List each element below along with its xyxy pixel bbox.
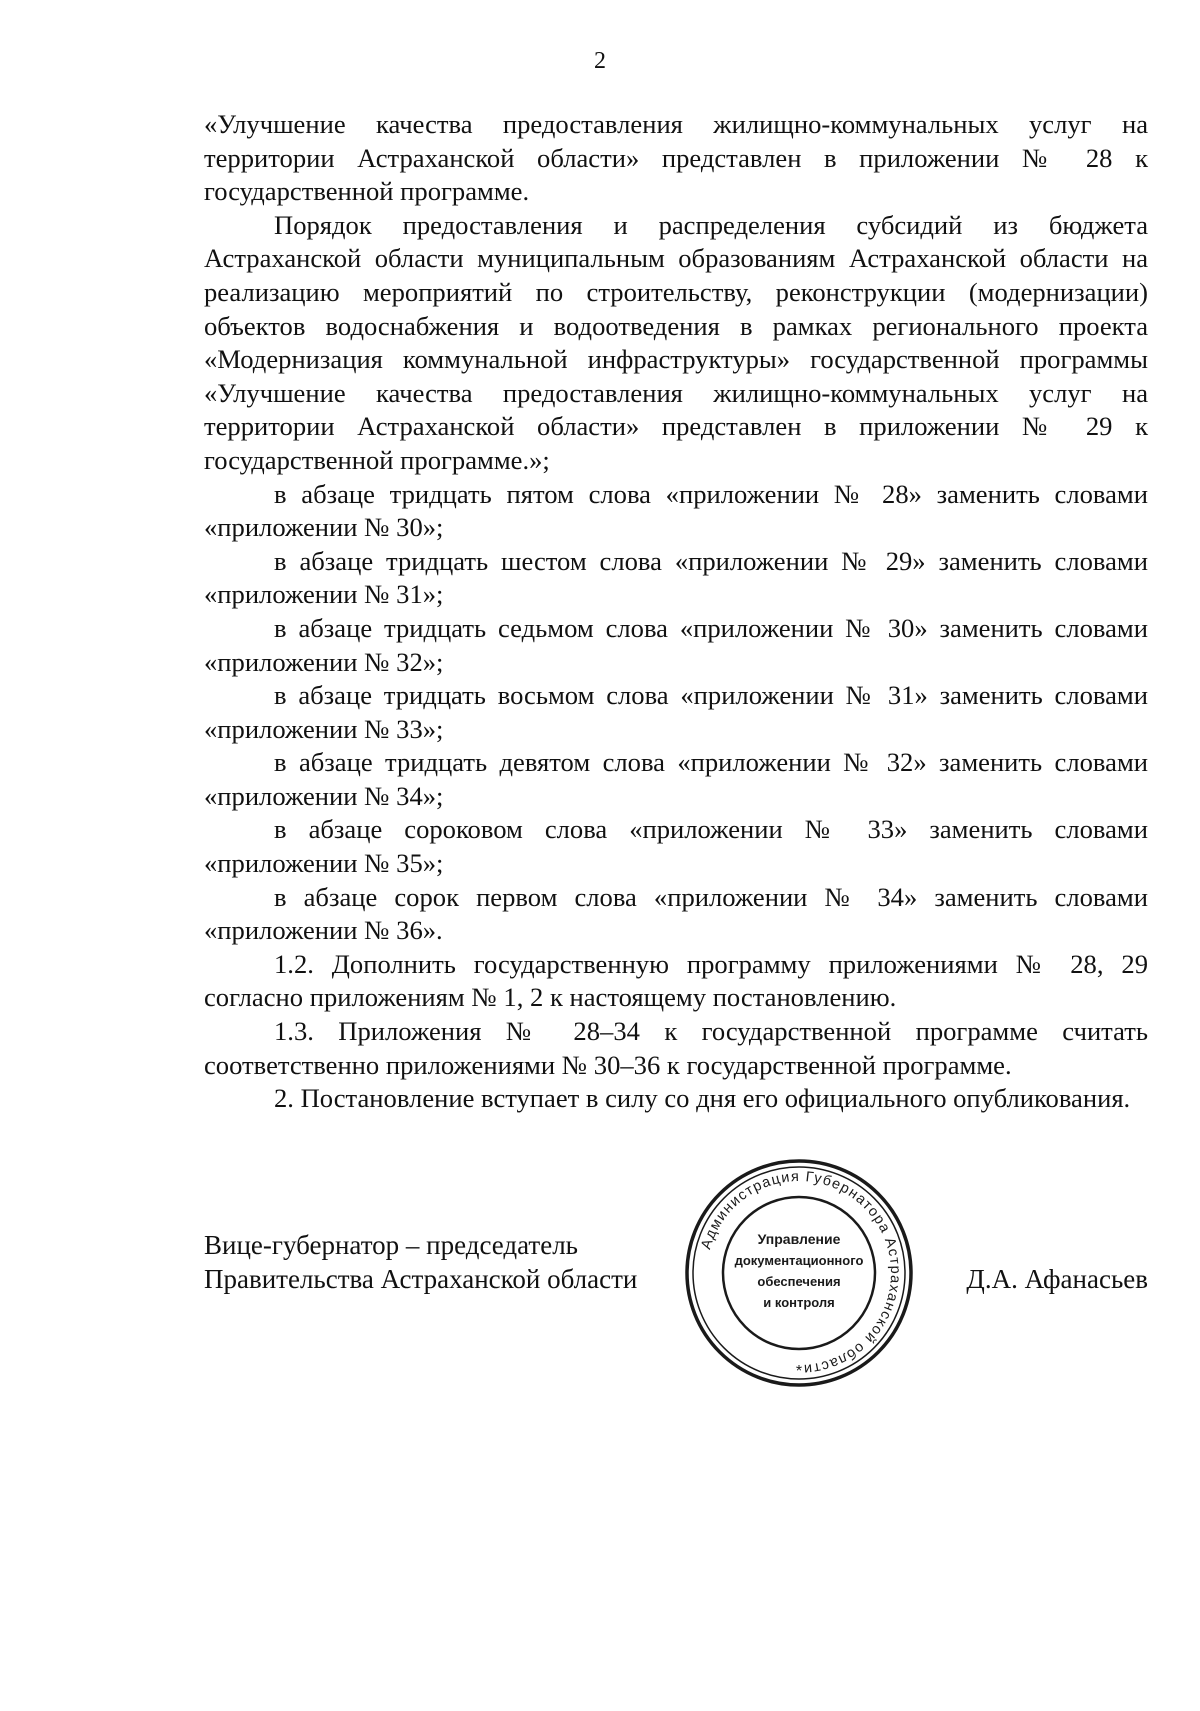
paragraph-4: в абзаце тридцать шестом слова «приложении № 29» заменить словами «приложении № 31»; [204, 545, 1148, 610]
signatory-position-line-1: Вице-губернатор – председатель [204, 1230, 578, 1260]
seal-ring-text: Администрация Губернатора Астраханской области [698, 1168, 904, 1378]
signatory-position-line-2: Правительства Астраханской области [204, 1264, 638, 1294]
paragraph-9: в абзаце сорок первом слова «приложении № 34» заменить словами «приложении № 36». [204, 881, 1148, 946]
signatory-position [204, 1228, 637, 1296]
paragraph-11: 1.3. Приложения № 28–34 к государственной программе считать соответственно приложениями № 30–36 к государственной программе. [204, 1016, 1148, 1080]
paragraph-2: Порядок предоставления и распределения субсидий из бюджета Астраханской области муниципальным образованиям Астраханской области на реализацию мероприятий по строительству, реконструкции (модернизации) объектов водоснабжения и водоотведения в рамках регионального проекта «Модернизация коммунальной инфраструктуры» государственной программы «Улучшение качества предоставления жилищно-коммунальных услуг на территории Астраханской области» представлен в приложении № 29 к государственной программе.»; [204, 209, 1148, 475]
paragraph-6: в абзаце тридцать восьмом слова «приложении № 31» заменить словами «приложении № 33»; [204, 680, 1148, 744]
paragraph-7: в абзаце тридцать девятом слова «приложении № 32» заменить словами «приложении № 34»; [204, 747, 1148, 811]
seal-center-line-3: обеспечения [757, 1274, 841, 1289]
seal-star: * [795, 1363, 803, 1380]
seal-center-line-4: и контроля [763, 1295, 835, 1310]
document-body [204, 108, 1148, 1116]
paragraph-5: в абзаце тридцать седьмом слова «приложении № 30» заменить словами «приложении № 32»; [204, 612, 1148, 677]
paragraph-10: 1.2. Дополнить государственную программу приложениями № 28, 29 согласно приложениям № 1, 2 к настоящему постановлению. [204, 948, 1148, 1013]
paragraph-12: 2. Постановление вступает в силу со дня его официального опубликования. [274, 1083, 1131, 1114]
seal-center-line-1: Управление [757, 1231, 841, 1247]
paragraph-8: в абзаце сороковом слова «приложении № 33» заменить словами «приложении № 35»; [204, 814, 1148, 879]
paragraph-1: «Улучшение качества предоставления жилищно-коммунальных услуг на территории Астраханской области» представлен в приложении № 28 к государственной программе. [204, 109, 1148, 207]
signatory-name: Д.А. Афанасьев [966, 1264, 1148, 1294]
page-number: 2 [594, 48, 606, 74]
official-seal [684, 1158, 914, 1388]
seal-center-line-2: документационного [734, 1253, 864, 1268]
signature-block [204, 1168, 1148, 1380]
paragraph-3: в абзаце тридцать пятом слова «приложении № 28» заменить словами «приложении № 30»; [204, 478, 1148, 543]
